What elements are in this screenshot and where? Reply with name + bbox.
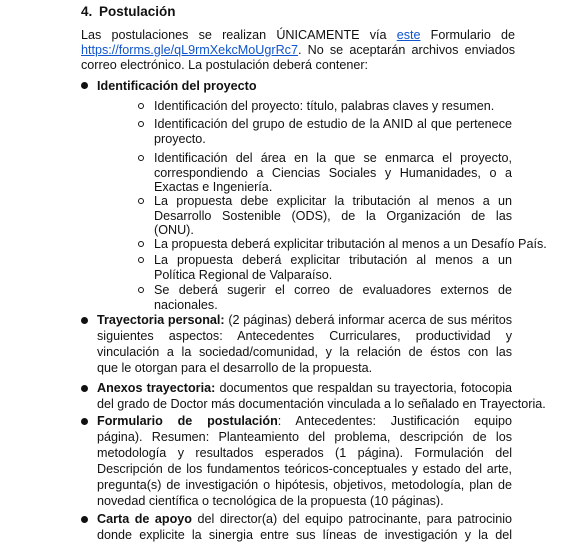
bullet-icon: [81, 418, 88, 425]
subitem-line: Identificación del proyecto: título, palabras claves y resumen.: [154, 99, 495, 113]
hollow-bullet-icon: [138, 257, 144, 263]
subitem-line: Política Regional de Valparaíso.: [154, 267, 333, 282]
intro-line-2: [81, 42, 515, 58]
subitem-line: La propuesta deberá explicitar tributación al menos a un Desafío País.: [154, 237, 547, 251]
carta-label: Carta de apoyo: [97, 512, 192, 526]
trayectoria-line-1: [97, 312, 512, 328]
section-heading: [81, 4, 176, 19]
identificacion-title: Identificación del proyecto: [97, 79, 257, 93]
formulario-label: Formulario de postulación: [97, 414, 278, 428]
subitem-line: nacionales.: [154, 297, 218, 312]
formulario-line-1: [97, 413, 512, 429]
anexos-label: Anexos trayectoria:: [97, 381, 216, 395]
subitem-line: Se deberá sugerir el correo de evaluadores externos de: [154, 283, 512, 297]
trayectoria-line-2: siguientes aspectos: Antecedentes Curriculares, productividad y: [97, 329, 512, 343]
trayectoria-line-3: vinculación a la sociedad/comunidad, y la relación de éstos con las: [97, 345, 512, 359]
formulario-line-3: metodología y resultados esperados (1 página). Formulación del: [97, 446, 512, 460]
bullet-icon: [81, 516, 88, 523]
hollow-bullet-icon: [138, 241, 144, 247]
formulario-line-6: novedad científica o tecnológica de la propuesta (10 páginas).: [97, 494, 444, 508]
section-number: 4.: [81, 4, 93, 19]
formulario-line-2: página). Resumen: Planteamiento del problema, descripción de los: [97, 430, 512, 444]
subitem-line: La propuesta deberá explicitar tributación al menos a un: [154, 253, 512, 267]
trayectoria-text: (2 páginas) deberá informar acerca de sus méritos: [228, 313, 512, 327]
carta-line-1: [97, 511, 512, 527]
subitem-line: correspondiendo a Ciencias Sociales y Humanidades, o a: [154, 165, 512, 180]
formulario-line-4: Descripción de los fundamentos teóricos-conceptuales y estado del arte,: [97, 462, 512, 476]
intro-text: Las postulaciones se realizan ÚNICAMENTE vía: [81, 28, 397, 42]
subitem-line: Exactas e Ingeniería.: [154, 180, 273, 194]
intro-line-3: correo electrónico. La postulación deberá contener:: [81, 58, 369, 72]
subitem-line: La propuesta debe explicitar la tributación al menos a un: [154, 194, 512, 208]
bullet-icon: [81, 317, 88, 324]
bullet-icon: [81, 385, 88, 392]
form-url-link[interactable]: https://forms.gle/qL9rmXekcMoUgrRc7: [81, 43, 298, 57]
section-title: Postulación: [99, 4, 176, 19]
hollow-bullet-icon: [138, 198, 144, 204]
hollow-bullet-icon: [138, 103, 144, 109]
trayectoria-label: Trayectoria personal:: [97, 313, 225, 327]
anexos-text: documentos que respaldan su trayectoria, fotocopia: [219, 381, 512, 395]
intro-text: . No se aceptarán archivos enviados: [297, 43, 515, 57]
formulario-line-5: pregunta(s) de investigación o hipótesis, objetivos, metodología, plan de: [97, 478, 512, 492]
hollow-bullet-icon: [138, 287, 144, 293]
anexos-line-1: [97, 380, 512, 396]
subitem-line: proyecto.: [154, 131, 206, 146]
este-link[interactable]: este: [396, 28, 421, 42]
subitem-line: Desarrollo Sostenible (ODS), de la Organización de las: [154, 208, 512, 223]
hollow-bullet-icon: [138, 155, 144, 161]
subitem-line: Identificación del grupo de estudio de la ANID al que pertenece: [154, 117, 512, 131]
formulario-text: : Antecedentes: Justificación equipo: [277, 414, 512, 428]
intro-line-1: [81, 27, 515, 43]
subitem-line: Identificación del área en la que se enmarca el proyecto,: [154, 151, 512, 165]
trayectoria-line-4: que le otorgan para el desarrollo de la propuesta.: [97, 361, 373, 375]
subitem-line: (ONU).: [154, 223, 194, 237]
anexos-line-2: del grado de Doctor más documentación vinculada a lo señalado en Trayectoria.: [97, 397, 546, 411]
carta-text: del director(a) del equipo patrocinante, para patrocinio: [197, 512, 512, 526]
intro-text: Formulario de: [430, 28, 515, 42]
carta-line-2: donde explicite la sinergia entre sus líneas de investigación y la del: [97, 528, 512, 542]
bullet-icon: [81, 82, 88, 89]
hollow-bullet-icon: [138, 121, 144, 127]
